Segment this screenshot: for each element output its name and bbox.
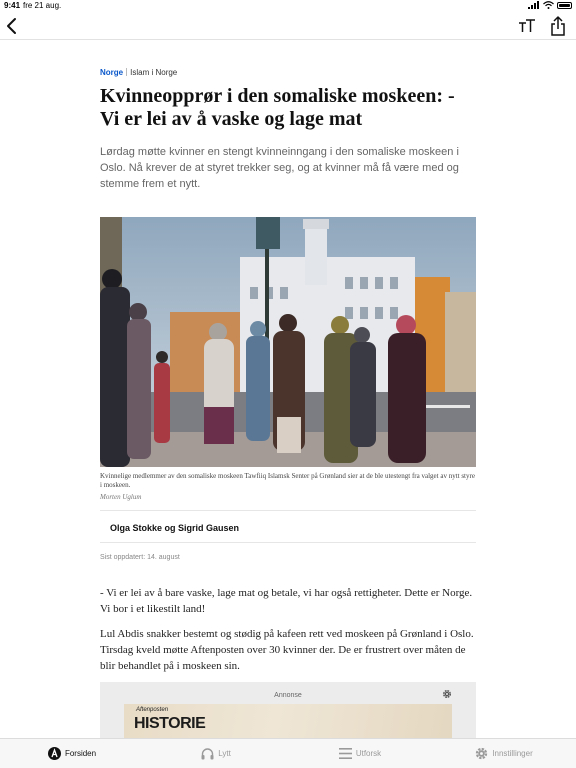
ad-brand: Aftenposten — [136, 707, 169, 713]
status-indicators — [528, 1, 572, 9]
share-icon[interactable] — [550, 16, 566, 36]
article-authors[interactable]: Olga Stokke og Sigrid Gausen — [110, 523, 240, 533]
tab-lytt[interactable] — [144, 739, 288, 768]
article-lead: Lørdag møtte kvinner en stengt kvinneinngang i den somaliske moskeen i Oslo. Nå krever de at styret trekker seg, og at kvinner må få være med og stemme frem et nytt. — [100, 146, 459, 190]
status-time: 9:41 — [4, 1, 21, 10]
wifi-icon — [543, 1, 554, 9]
tab-bar — [0, 738, 576, 768]
photo-credit: Morten Uglum — [100, 493, 142, 501]
gear-icon — [475, 747, 488, 760]
aftenposten-logo-icon — [48, 747, 61, 760]
breadcrumb-divider — [126, 68, 127, 76]
photo-illustration — [100, 217, 476, 467]
article-paragraph: Lul Abdis snakker bestemt og stødig på kafeen rett ved moskeen på Grønland i Oslo. Tirsdag kveld møtte Aftenposten over 30 kvinner der. De er frustrert over måten de blir behandlet på i moskeen sin. — [100, 628, 474, 672]
ad-product-title: HISTORIE — [134, 715, 206, 732]
breadcrumb-section[interactable]: Norge — [100, 68, 124, 77]
battery-icon — [557, 2, 572, 9]
gear-icon[interactable] — [442, 689, 452, 699]
tab-label: Innstillinger — [492, 749, 533, 758]
divider — [100, 542, 476, 543]
headphones-icon — [201, 748, 214, 760]
status-bar — [0, 0, 576, 12]
divider — [100, 510, 476, 511]
article-headline: Kvinneopprør i den somaliske moskeen: - Vi er lei av å vaske og lage mat — [100, 85, 455, 130]
last-updated: Sist oppdatert: 14. august — [100, 554, 180, 561]
tab-innstillinger[interactable] — [432, 739, 576, 768]
article-paragraph: - Vi er lei av å bare vaske, lage mat og betale, vi har også rettigheter. Dette er Norge. Vi bor i et likestilt land! — [100, 587, 473, 615]
menu-lines-icon — [339, 748, 352, 759]
tab-utforsk[interactable] — [288, 739, 432, 768]
tab-label: Utforsk — [355, 749, 382, 758]
tab-label: Lytt — [218, 749, 231, 758]
breadcrumb-subsection[interactable]: Islam i Norge — [130, 68, 178, 77]
cellular-signal-icon — [528, 1, 540, 9]
tab-label: Forsiden — [64, 749, 97, 758]
navigation-bar — [0, 12, 576, 40]
text-size-icon[interactable] — [518, 17, 536, 35]
ad-label: Annonse — [274, 692, 302, 699]
article-photo[interactable] — [100, 217, 476, 467]
photo-caption: Kvinnelige medlemmer av den somaliske moskeen Tawfiiq Islamsk Senter på Grønland sier at de ble utestengt fra valget av nytt styre i moskeen. — [100, 472, 475, 489]
breadcrumb — [100, 68, 177, 77]
tab-forsiden[interactable] — [0, 739, 144, 768]
chevron-left-icon[interactable] — [4, 15, 22, 37]
status-date: fre 21 aug. — [23, 1, 62, 10]
